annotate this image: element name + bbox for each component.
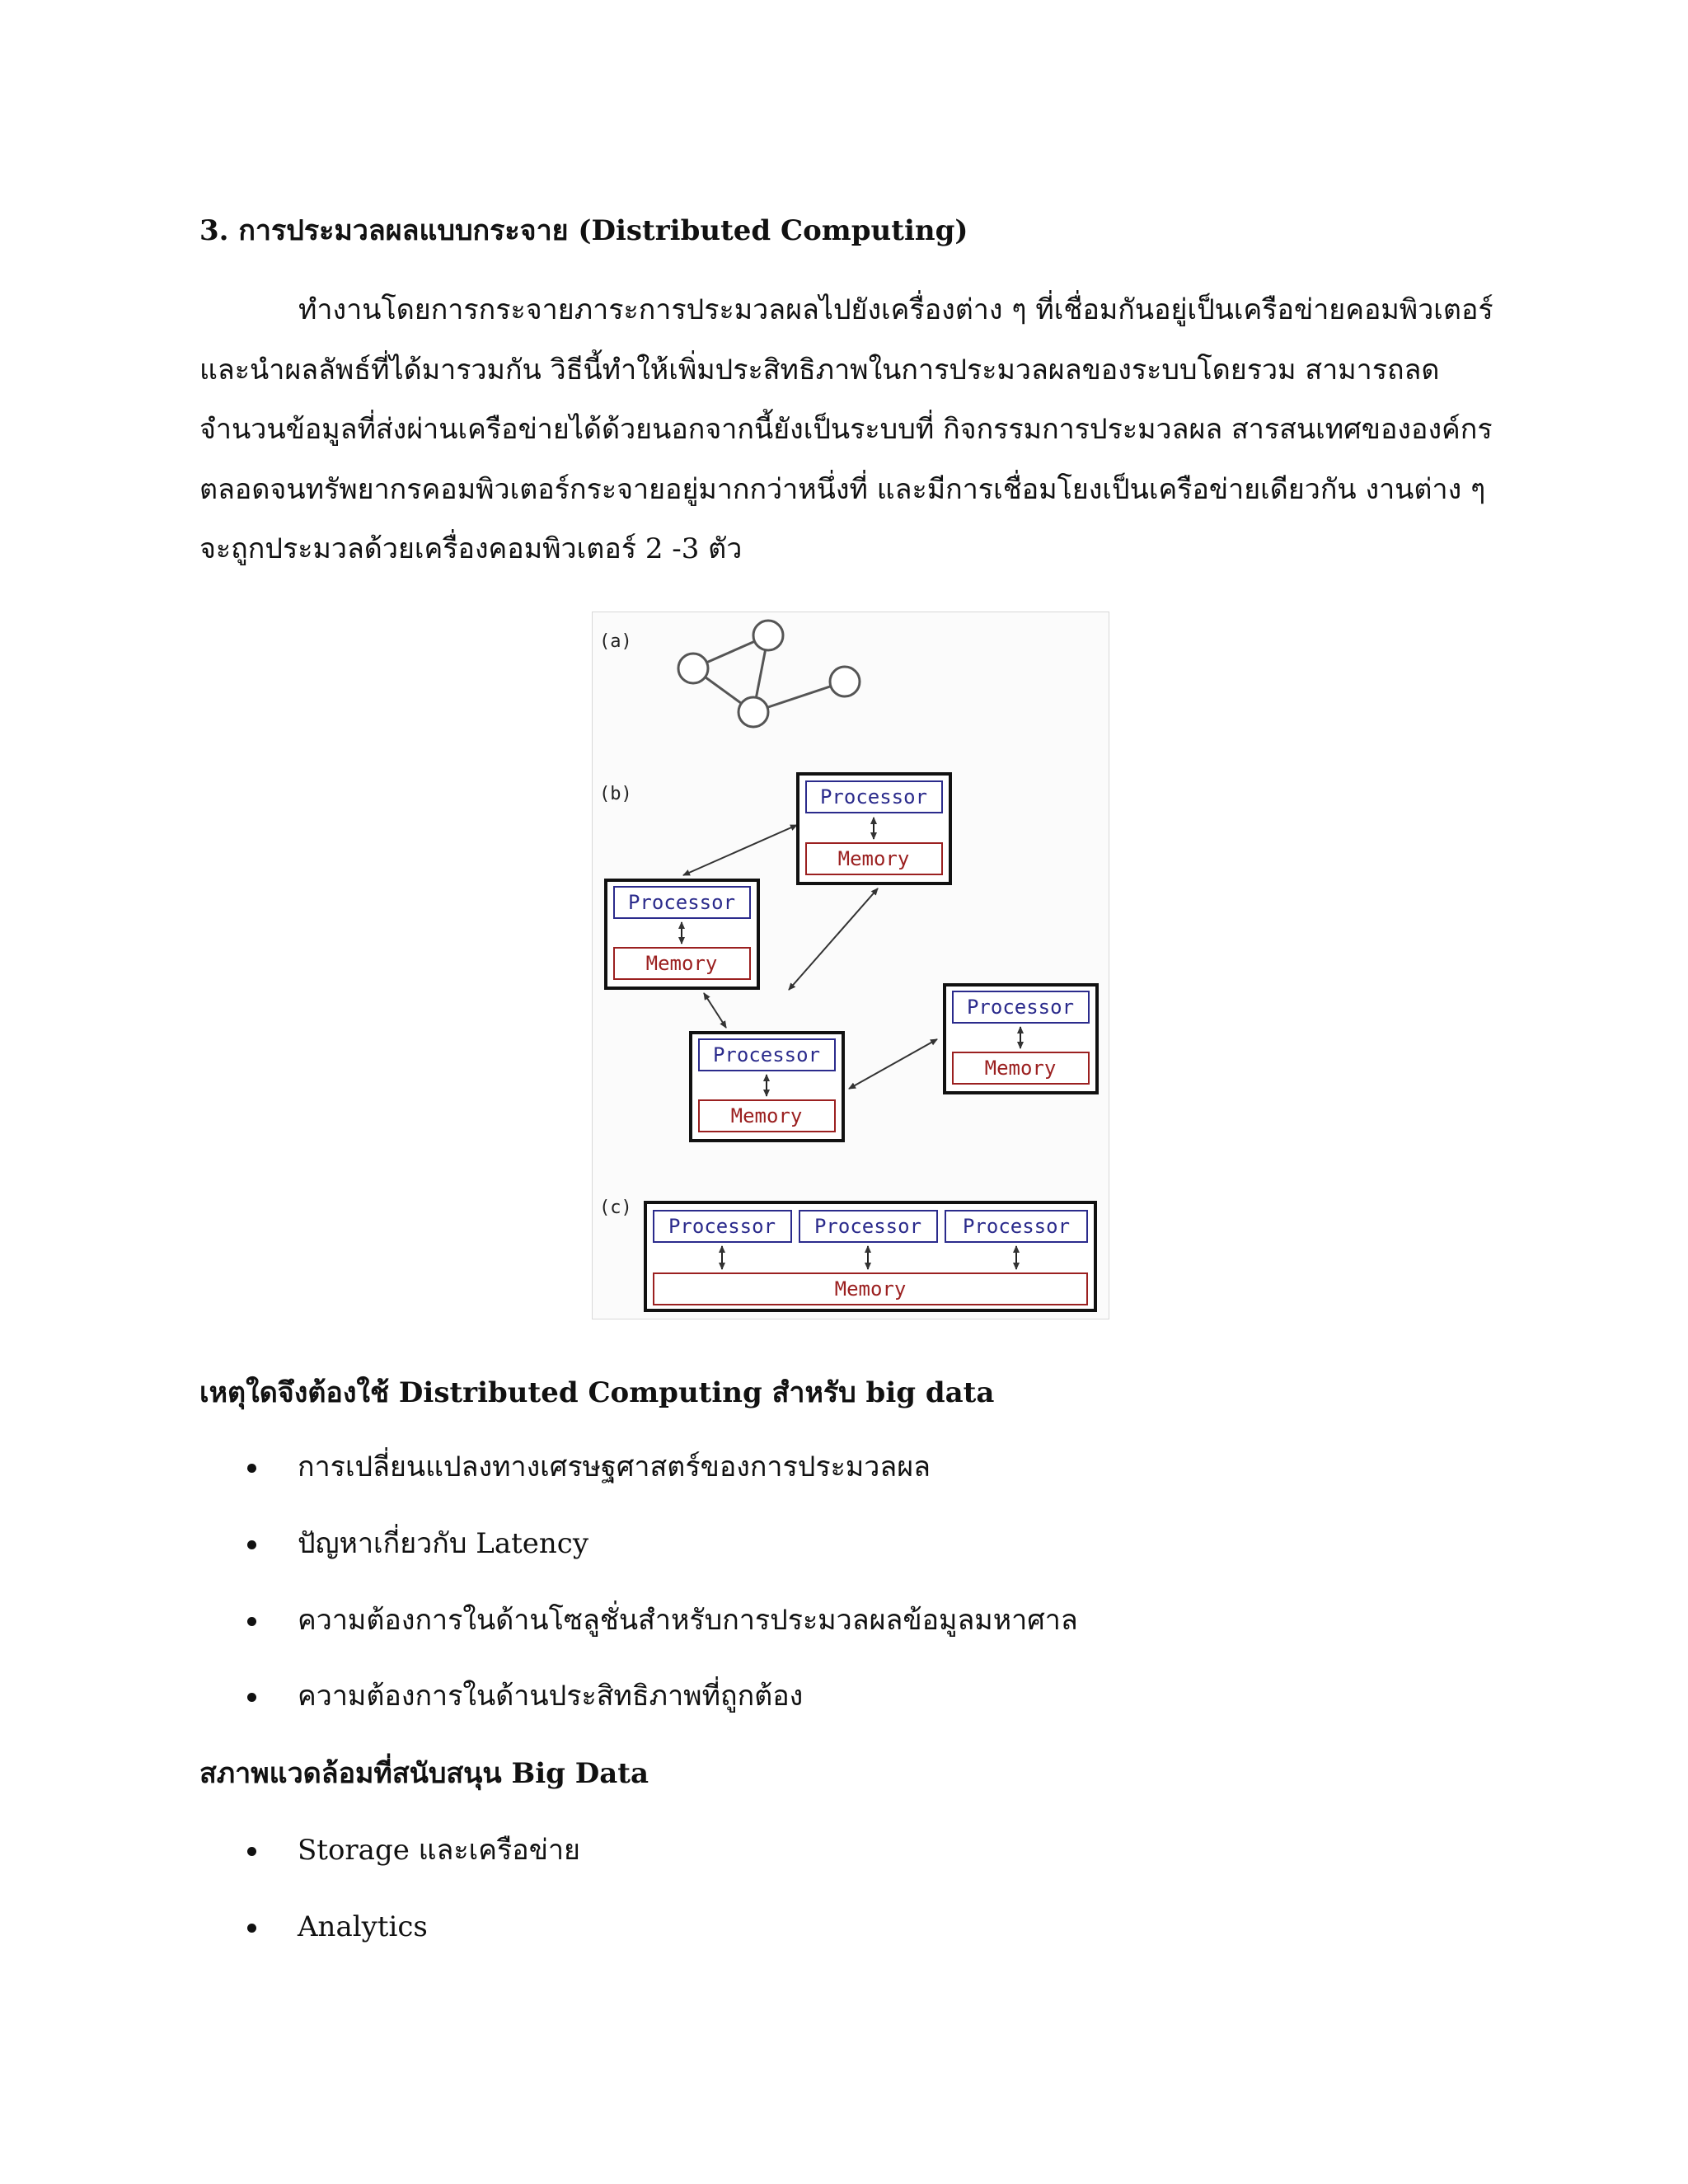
paragraph-line: จะถูกประมวลด้วยเครื่องคอมพิวเตอร์ 2 -3 ตัว (199, 532, 743, 565)
processor-label: Processor (966, 996, 1075, 1019)
graph-panel-a (678, 621, 860, 727)
computer-node (606, 880, 758, 988)
bullet-icon (247, 1617, 256, 1626)
panel-label-c: (c) (599, 1197, 632, 1218)
paragraph-line: ทำงานโดยการกระจายภาระการประมวลผลไปยังเครื่องต่าง ๆ ที่เชื่อมกันอยู่เป็นเครือข่ายคอมพิวเตอร์ (298, 293, 1493, 326)
bullet-icon (247, 1924, 256, 1933)
memory-label: Memory (730, 1104, 803, 1127)
intro-paragraph (199, 280, 1493, 579)
network-link (849, 1039, 937, 1089)
paragraph-line: และนำผลลัพธ์ที่ได้มารวมกัน วิธีนี้ทำให้เพิ่มประสิทธิภาพในการประมวลผลของระบบโดยรวม สามารถลด (199, 353, 1440, 387)
computer-node (945, 985, 1097, 1093)
processor-label: Processor (668, 1215, 776, 1238)
section-title: 3. การประมวลผลแบบกระจาย (Distributed Computing) (199, 214, 968, 247)
panel-label-a: (a) (599, 631, 632, 652)
memory-label: Memory (645, 952, 718, 975)
computer-node (691, 1033, 843, 1141)
distributed-panel-b (606, 774, 1097, 1141)
paragraph-line: จำนวนข้อมูลที่ส่งผ่านเครือข่ายได้ด้วยนอกจากนี้ยังเป็นระบบที่ กิจกรรมการประมวลผล สารสนเทศขององค์กร (199, 413, 1493, 446)
bullet-icon (247, 1847, 256, 1856)
distributed-computing-figure (592, 612, 1109, 1319)
memory-label: Memory (834, 1277, 907, 1301)
why-heading: เหตุใดจึงต้องใช้ Distributed Computing สำหรับ big data (199, 1376, 995, 1409)
processor-label: Processor (814, 1215, 922, 1238)
paragraph-line: ตลอดจนทรัพยากรคอมพิวเตอร์กระจายอยู่มากกว่าหนึ่งที่ และมีการเชื่อมโยงเป็นเครือข่ายเดียวกัน งานต่าง ๆ (199, 472, 1486, 506)
bullet-icon (247, 1693, 256, 1702)
graph-node (738, 697, 768, 727)
bullet-icon (247, 1464, 256, 1473)
memory-label: Memory (984, 1057, 1057, 1080)
processor-label: Processor (962, 1215, 1071, 1238)
panel-label-b: (b) (599, 784, 632, 804)
figure-diagram (593, 612, 1109, 1319)
network-link (704, 993, 726, 1028)
network-link (789, 888, 878, 990)
graph-node (830, 667, 860, 696)
env-heading: สภาพแวดล้อมที่สนับสนุน Big Data (199, 1757, 649, 1790)
computer-node (798, 774, 950, 883)
graph-node (753, 621, 783, 650)
processor-label: Processor (627, 891, 736, 914)
network-link (683, 825, 797, 875)
shared-memory-panel-c (645, 1202, 1095, 1310)
memory-label: Memory (837, 847, 910, 870)
graph-node (678, 654, 708, 683)
bullet-icon (247, 1540, 256, 1549)
processor-label: Processor (819, 785, 928, 808)
processor-label: Processor (712, 1043, 821, 1066)
